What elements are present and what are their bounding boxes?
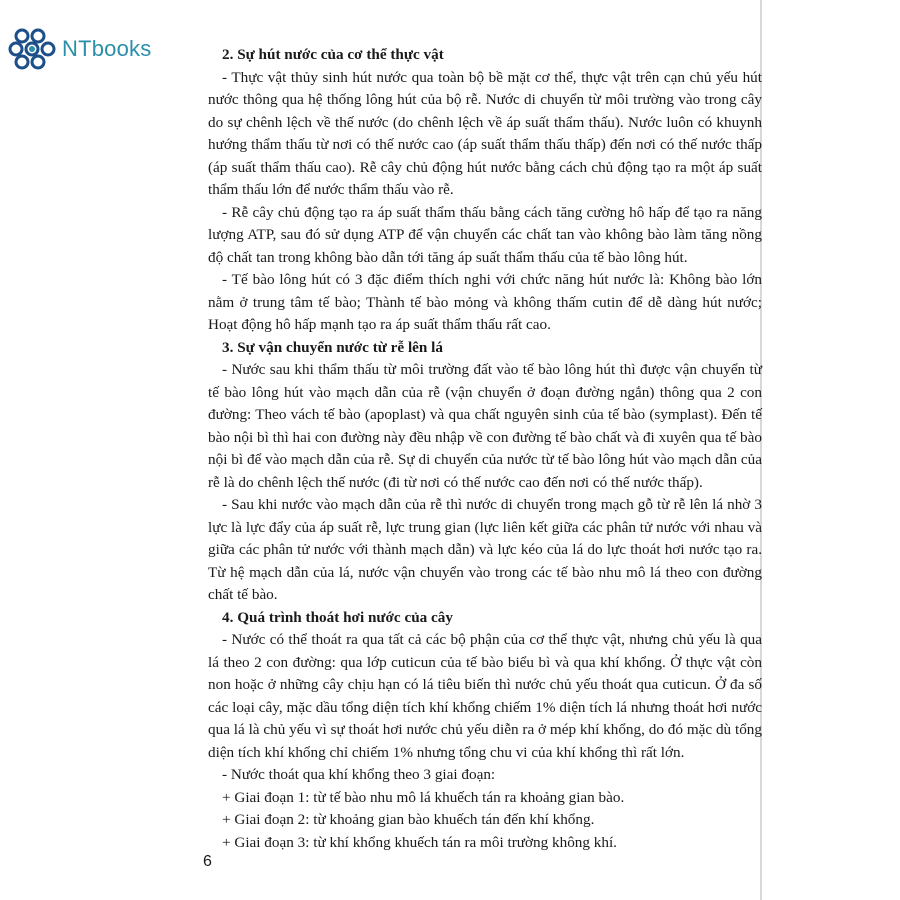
logo-text: NTbooks (62, 36, 152, 61)
brand-logo (8, 26, 151, 72)
section-heading: 2. Sự hút nước của cơ thể thực vật (222, 46, 444, 63)
list-item: + Giai đoạn 1: từ tế bào nhu mô lá khuếch tán ra khoảng gian bào. (222, 788, 625, 806)
paragraph: - Thực vật thủy sinh hút nước qua toàn bộ bề mặt cơ thể, thực vật trên cạn chủ yếu hút nước thông qua hệ thống lông hút của bộ rễ. Nước di chuyển từ môi trường vào trong cây do sự chênh lệch về thế nước (do chênh lệch về áp suất thẩm thấu). Nước luôn có khuynh hướng thẩm thấu từ nơi có thế nước cao (áp suất thẩm thấu thấp) đến nơi có thế nước thấp (áp suất thẩm thấu cao). Rễ cây chủ động hút nước bằng cách chủ động tạo ra một áp suất thẩm thấu lớn để nước thẩm thấu vào rễ. (208, 68, 762, 198)
page-number: 6 (203, 853, 212, 870)
paragraph: - Nước sau khi thẩm thấu từ môi trường đất vào tế bào lông hút thì được vận chuyển từ tế bào lông hút vào mạch dẫn của rễ (vận chuyển ở đoạn đường ngắn) thông qua 2 con đường: Theo vách tế bào (apoplast) và qua chất nguyên sinh của tế bào (symplast). Đến tế bào nội bì thì hai con đường này đều nhập về con đường tế bào chất và đi xuyên qua tế bào nội bì để vào mạch dẫn của rễ. Sự di chuyển của nước từ tế bào lông hút vào mạch dẫn của rễ là do chênh lệch thế nước (đi từ nơi có thế nước cao đến nơi có thế nước thấp). (208, 361, 762, 491)
paragraph: - Tế bào lông hút có 3 đặc điểm thích nghi với chức năng hút nước là: Không bào lớn nằm ở trung tâm tế bào; Thành tế bào mỏng và không thấm cutin để dễ dàng hút nước; Hoạt động hô hấp mạnh tạo ra áp suất thẩm thấu rất cao. (208, 271, 762, 333)
page-content (208, 44, 762, 854)
list-item: + Giai đoạn 3: từ khí khổng khuếch tán ra môi trường không khí. (222, 833, 617, 851)
section-heading: 4. Quá trình thoát hơi nước của cây (222, 608, 453, 626)
list-item: + Giai đoạn 2: từ khoảng gian bào khuếch tán đến khí khổng. (222, 811, 595, 828)
paragraph: - Nước có thể thoát ra qua tất cả các bộ phận của cơ thể thực vật, nhưng chủ yếu là qua lá theo 2 con đường: qua lớp cuticun của tế bào biểu bì và qua khí khổng. Ở thực vật còn non hoặc ở những cây chịu hạn có lá tiêu biến thì nước chủ yếu thoát qua cuticun. Ở đa số các loại cây, mặc dầu tổng diện tích khí khổng chiếm 1% diện tích lá nhưng thoát hơi nước qua lá là chủ yếu vì sự thoát hơi nước chủ yếu diễn ra ở mép khí khổng, do đó mặc dù tổng diện tích khí khổng chỉ chiếm 1% nhưng tổng chu vi của khí khổng thì rất lớn. (208, 631, 762, 761)
paragraph: - Sau khi nước vào mạch dẫn của rễ thì nước di chuyển trong mạch gỗ từ rễ lên lá nhờ 3 lực là lực đẩy của áp suất rễ, lực trung gian (lực liên kết giữa các phân tử nước với nhau và giữa các phân tử nước với thành mạch dẫn) và lực kéo của lá do lực thoát hơi nước tạo ra. Từ hệ mạch dẫn của lá, nước vận chuyển vào trong các tế bào nhu mô lá theo con đường chất tế bào. (208, 496, 762, 603)
paragraph: - Nước thoát qua khí khổng theo 3 giai đoạn: (222, 766, 496, 783)
paragraph: - Rễ cây chủ động tạo ra áp suất thẩm thấu bằng cách tăng cường hô hấp để tạo ra năng lượng ATP, sau đó sử dụng ATP để vận chuyển các chất tan vào không bào làm tăng nồng độ chất tan trong không bào dẫn tới tăng áp suất thẩm thấu của tế bào lông hút. (208, 203, 762, 266)
ntbooks-logo-icon (8, 26, 58, 72)
section-heading: 3. Sự vận chuyển nước từ rễ lên lá (222, 338, 443, 356)
